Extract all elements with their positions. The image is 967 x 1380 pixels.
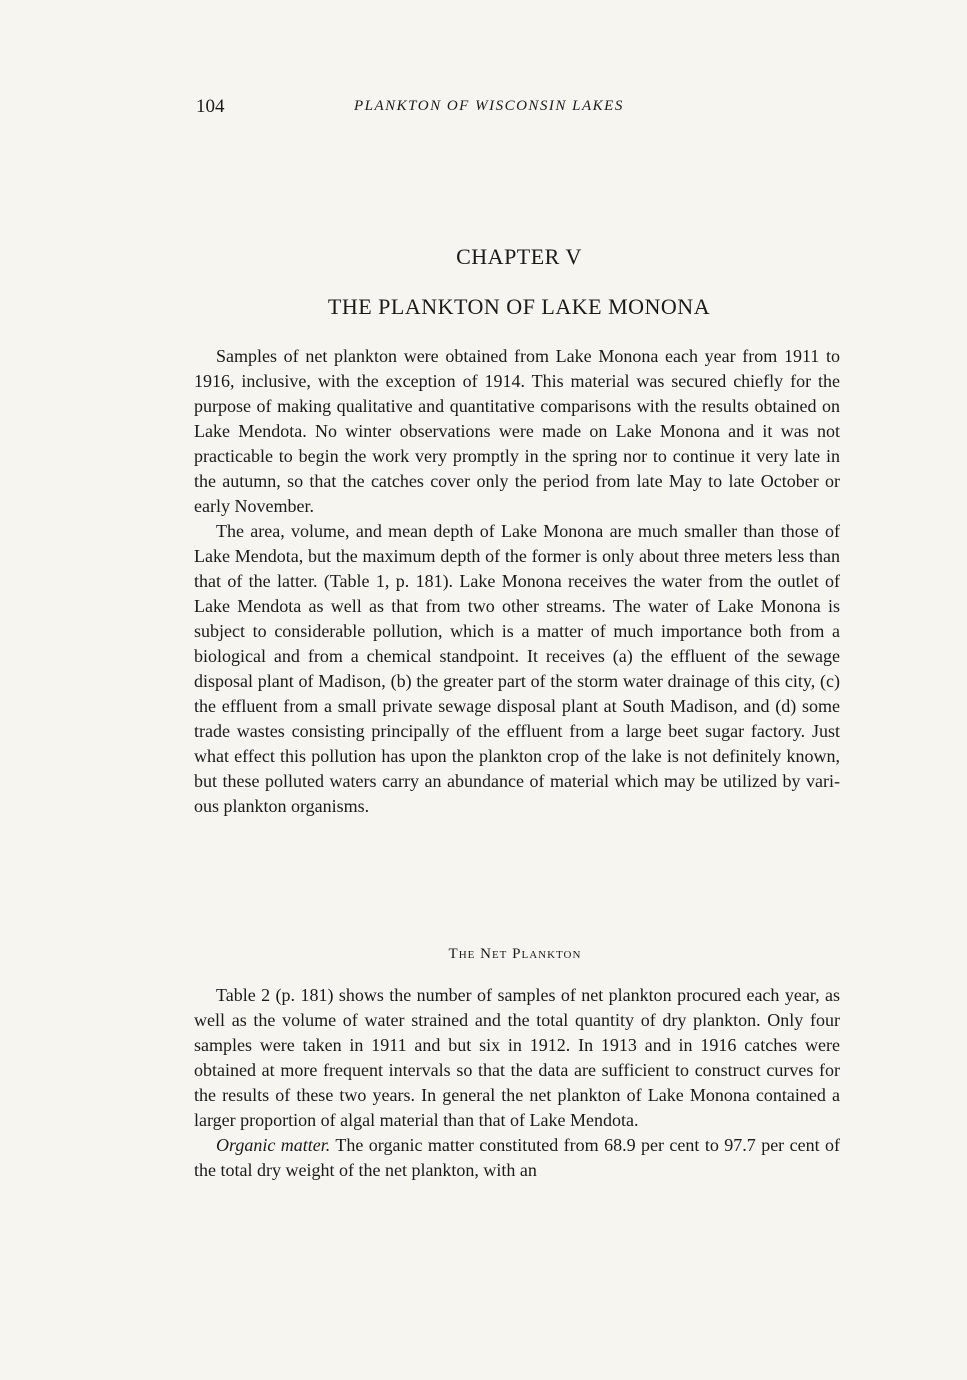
running-head	[196, 96, 686, 120]
paragraph	[194, 1133, 840, 1183]
section-heading: The Net Plankton	[448, 946, 582, 962]
page-number: 104	[196, 96, 225, 117]
chapter-label: CHAPTER V	[456, 244, 582, 269]
intro-text	[194, 344, 840, 819]
paragraph: Table 2 (p. 181) shows the number of samples of net plankton procured each year, as well as the volume of water strained and the total quantity of dry plankton. Only four samples were taken in 1911 and but six in 1912. In 1913 and in 1916 catches were obtained at more frequent intervals so that the data are sufficient to construct curves for the results of these two years. In general the net plankton of Lake Monona contained a larger proportion of algal material than that of Lake Mendota.	[194, 985, 840, 1130]
run-in-heading: Organic matter.	[216, 1135, 331, 1155]
paragraph: The area, volume, and mean depth of Lake Monona are much smaller than those of Lake Mendota, but the maximum depth of the former is only about three meters less than that of the latter. (Table 1, p. 181). Lake Monona receives the water from the outlet of Lake Mendota as well as that from two other streams. The water of Lake Monona is subject to considerable pollution, which is a matter of much importance both from a biological and from a chemical standpoint. It receives (a) the effluent of the sewage disposal plant of Madison, (b) the greater part of the storm water drainage of this city, (c) the effluent from a small private sewage disposal plant at South Madison, and (d) some trade wastes consisting principally of the effluent from a large beet sugar factory. Just what effect this pollution has upon the plankton crop of the lake is not definitely known, but these polluted waters carry an abundance of material which may be utilized by various plankton organisms.	[194, 521, 840, 816]
running-title: PLANKTON OF WISCONSIN LAKES	[354, 98, 624, 114]
chapter-title: THE PLANKTON OF LAKE MONONA	[327, 294, 711, 319]
section-text	[194, 983, 840, 1183]
paragraph-body: The organic matter constituted from 68.9 per cent to 97.7 per cent of the total dry weight of the net plankton, with an	[194, 1135, 841, 1180]
paragraph: Samples of net plankton were obtained from Lake Monona each year from 1911 to 1916, inclusive, with the exception of 1914. This material was secured chiefly for the purpose of making qualitative and quantitative comparisons with the results obtained on Lake Mendota. No winter observations were made on Lake Monona and it was not practicable to begin the work very promptly in the spring nor to continue it very late in the autumn, so that the catches cover only the period from late May to late October or early November.	[194, 346, 840, 516]
